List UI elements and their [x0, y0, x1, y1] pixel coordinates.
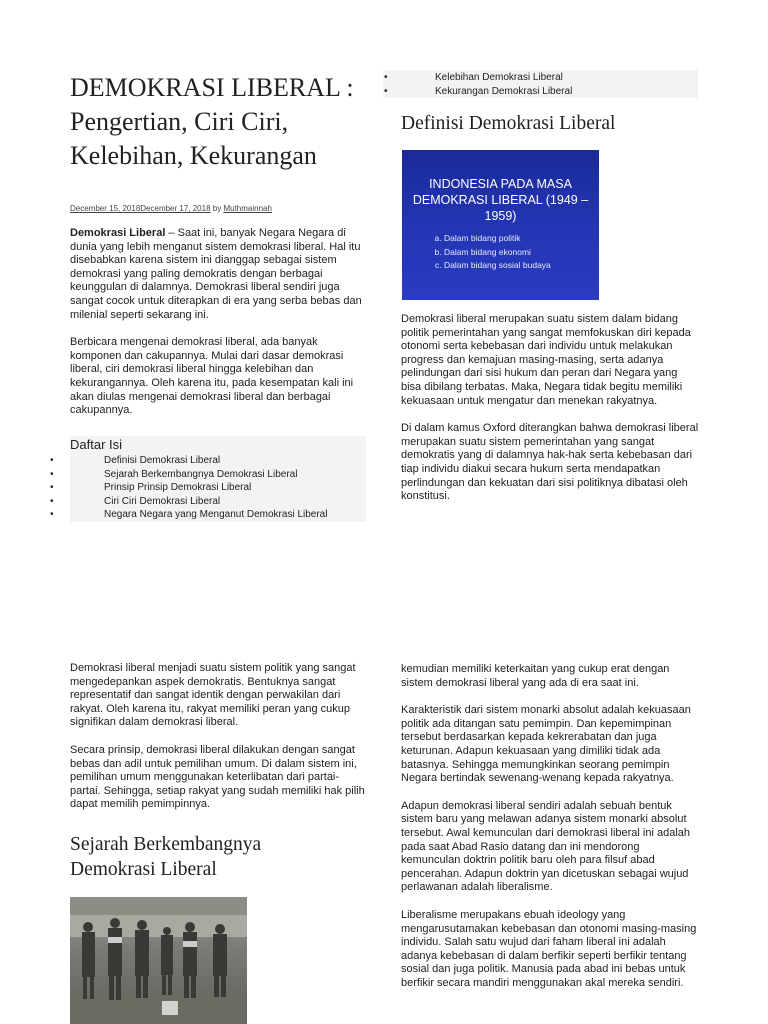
toc-list [50, 454, 366, 522]
page2-right-paragraph-2: Karakteristik dari sistem monarki absolut adalah kekuasaan politik ada ditangan satu pemimpin. Dan kepemimpinan tersebut berdasarkan kepada kekrerabatan dan juga keturunan. Adapun kekuasaan yang dimiliki tidak ada batasnya. Sehingga memungkinkan seorang pemimpin Negara bertindak sewenang-wenang kepada rakyatnya. [401, 704, 691, 785]
article-title: DEMOKRASI LIBERAL : Pengertian, Ciri Ciri, Kelebihan, Kekurangan [70, 73, 354, 170]
toc-item-label: Negara Negara yang Menganut Demokrasi Liberal [104, 509, 328, 520]
toc-list-continued [383, 70, 698, 98]
intro-lead-text: – Saat ini, banyak Negara Negara di dunia yang lebih menganut sistem demokrasi liberal. Hal itu disebabkan karena sistem ini dianggap sebagai sistem demokrasi yang paling demokratis dengan berbagai keunggulan di dalamnya. Demokrasi liberal sendiri juga sangat cocok untuk diterapkan di era yang serba bebas dan milenial seperti sekarang ini. [70, 227, 362, 321]
slide-title: INDONESIA PADA MASA DEMOKRASI LIBERAL (1949 – 1959) [412, 177, 589, 223]
section-heading-sejarah: Sejarah Berkembangnya Demokrasi Liberal [70, 834, 262, 880]
toc-item-negara[interactable] [50, 508, 366, 522]
intro-paragraph-1 [70, 227, 367, 322]
toc-bullet: • [50, 495, 54, 507]
definisi-section [401, 313, 699, 504]
toc-item-label: Kelebihan Demokrasi Liberal [435, 72, 563, 83]
article-meta [70, 204, 272, 213]
page2-right-paragraph-3: Adapun demokrasi liberal sendiri adalah sebuah bentuk sistem baru yang melawan adanya sistem monarki absolut tersebut. Awal kemunculan dari demokrasi liberal ini adalah pada saat Abad Rasio datang dan ini mendorong kemunculan doktrin politik baru oleh para filsuf abad pencerahan. Adapun doktrin yan dicetuskan sebagai wujud perlawanan adalah liberalisme. [401, 799, 691, 894]
published-date-link[interactable]: December 15, 2018 [70, 204, 141, 213]
section-heading-definisi: Definisi Demokrasi Liberal [401, 113, 616, 134]
toc-bullet: • [50, 468, 54, 480]
toc-bullet: • [50, 509, 54, 520]
toc-item-kelebihan[interactable] [384, 71, 698, 85]
page2-right-paragraph-1: kemudian memiliki keterkaitan yang cukup erat dengan sistem demokrasi liberal yang ada di era saat ini. [401, 663, 670, 689]
toc-bullet: • [50, 455, 54, 466]
definisi-paragraph-1: Demokrasi liberal merupakan suatu sistem dalam bidang politik pemerintahan yang sangat memfokuskan diri kepada otonomi serta kebebasan dari individu untuk melakukan progress dan kemajuan masing-masing, serta adanya pelindungan dari sisi hukum dan peran dari Negara yang bisa dibilang terbatas. Maka, Negara tidak begitu memiliki kekuasaan untuk mengatur dan menekan rakyatnya. [401, 313, 691, 407]
updated-date-link[interactable]: December 17, 2018 [140, 204, 211, 213]
toc-item-label: Ciri Ciri Demokrasi Liberal [104, 495, 221, 507]
slide-list-item: c. Dalam bidang sosial budaya [444, 259, 599, 273]
toc-item-definisi[interactable] [50, 454, 366, 468]
intro-lead-bold: Demokrasi Liberal [70, 227, 166, 239]
slide-list-item: b. Dalam bidang ekonomi [444, 246, 599, 260]
toc-item-ciri[interactable] [50, 495, 366, 509]
author-link[interactable]: Muthmainnah [223, 204, 272, 213]
toc-bullet: • [384, 72, 388, 83]
soldiers-photo-illustration [70, 897, 247, 1024]
page2-left-paragraph-1: Demokrasi liberal menjadi suatu sistem politik yang sangat mengedepankan aspek demokratis. Bentuknya sangat representatif dan sangat identik dengan perwakilan dari rakyat. Oleh karena itu, rakyat memiliki peran yang cukup signifikan dalam demokrasi liberal. [70, 662, 356, 729]
historical-photo [70, 897, 247, 1024]
table-of-contents-continued [383, 70, 698, 98]
toc-item-prinsip[interactable] [50, 481, 366, 495]
toc-bullet: • [50, 482, 54, 493]
toc-item-label: Sejarah Berkembangnya Demokrasi Liberal [104, 468, 298, 480]
page2-left-paragraph-2: Secara prinsip, demokrasi liberal dilakukan dengan sangat bebas dan adil untuk pemilihan umum. Di dalam sistem ini, pemilihan umum menggunakan keterlibatan dari partai-partai. Sehingga, setiap rakyat yang sudah memiliki hak pilih dapat memilih pemimpinnya. [70, 743, 365, 811]
intro-paragraph-2: Berbicara mengenai demokrasi liberal, ada banyak komponen dan cakupannya. Mulai dari dasar demokrasi liberal, ciri demokrasi liberal hingga kelebihan dan kekurangannya. Oleh karena itu, pada kesempatan kali ini akan diulas mengenai demokrasi liberal dan berbagai cakupannya. [70, 336, 354, 417]
toc-item-kekurangan[interactable] [384, 85, 698, 99]
toc-item-label: Definisi Demokrasi Liberal [104, 455, 221, 466]
by-label: by [212, 204, 222, 213]
slide-list [402, 232, 599, 273]
toc-item-label: Prinsip Prinsip Demokrasi Liberal [104, 482, 252, 493]
page2-right-column [401, 663, 699, 990]
table-of-contents [50, 436, 366, 522]
definisi-paragraph-2: Di dalam kamus Oxford diterangkan bahwa demokrasi liberal merupakan suatu sistem pemerintahan yang sangat demokratis yang di dalamnya hak-hak serta kebebasan dari tiap individu diakui secara hukum serta mendapatkan perlindungan dan kekuatan dari sisi politiknya dibatasi oleh konstitusi. [401, 422, 699, 503]
slide-image [402, 150, 599, 300]
toc-item-sejarah[interactable] [50, 468, 366, 482]
toc-bullet: • [384, 85, 388, 97]
toc-item-label: Kekurangan Demokrasi Liberal [435, 85, 573, 97]
slide-list-item: a. Dalam bidang politik [444, 232, 599, 246]
intro-section [70, 227, 367, 418]
toc-title: Daftar Isi [70, 437, 123, 452]
page2-left-column [70, 662, 367, 812]
page2-right-paragraph-4: Liberalisme merupakans ebuah ideology yang mengarusutamakan kebebasan dan otonomi masing-masing individu. Salah satu wujud dari faham liberal ini adalah adanya kebebasan di dalam berfikir seperti berfikir tentang sosial dan juga politik. Manusia pada abad ini bebas untuk berfikir secara mandiri menggunakan akal mereka sendiri. [401, 908, 697, 989]
